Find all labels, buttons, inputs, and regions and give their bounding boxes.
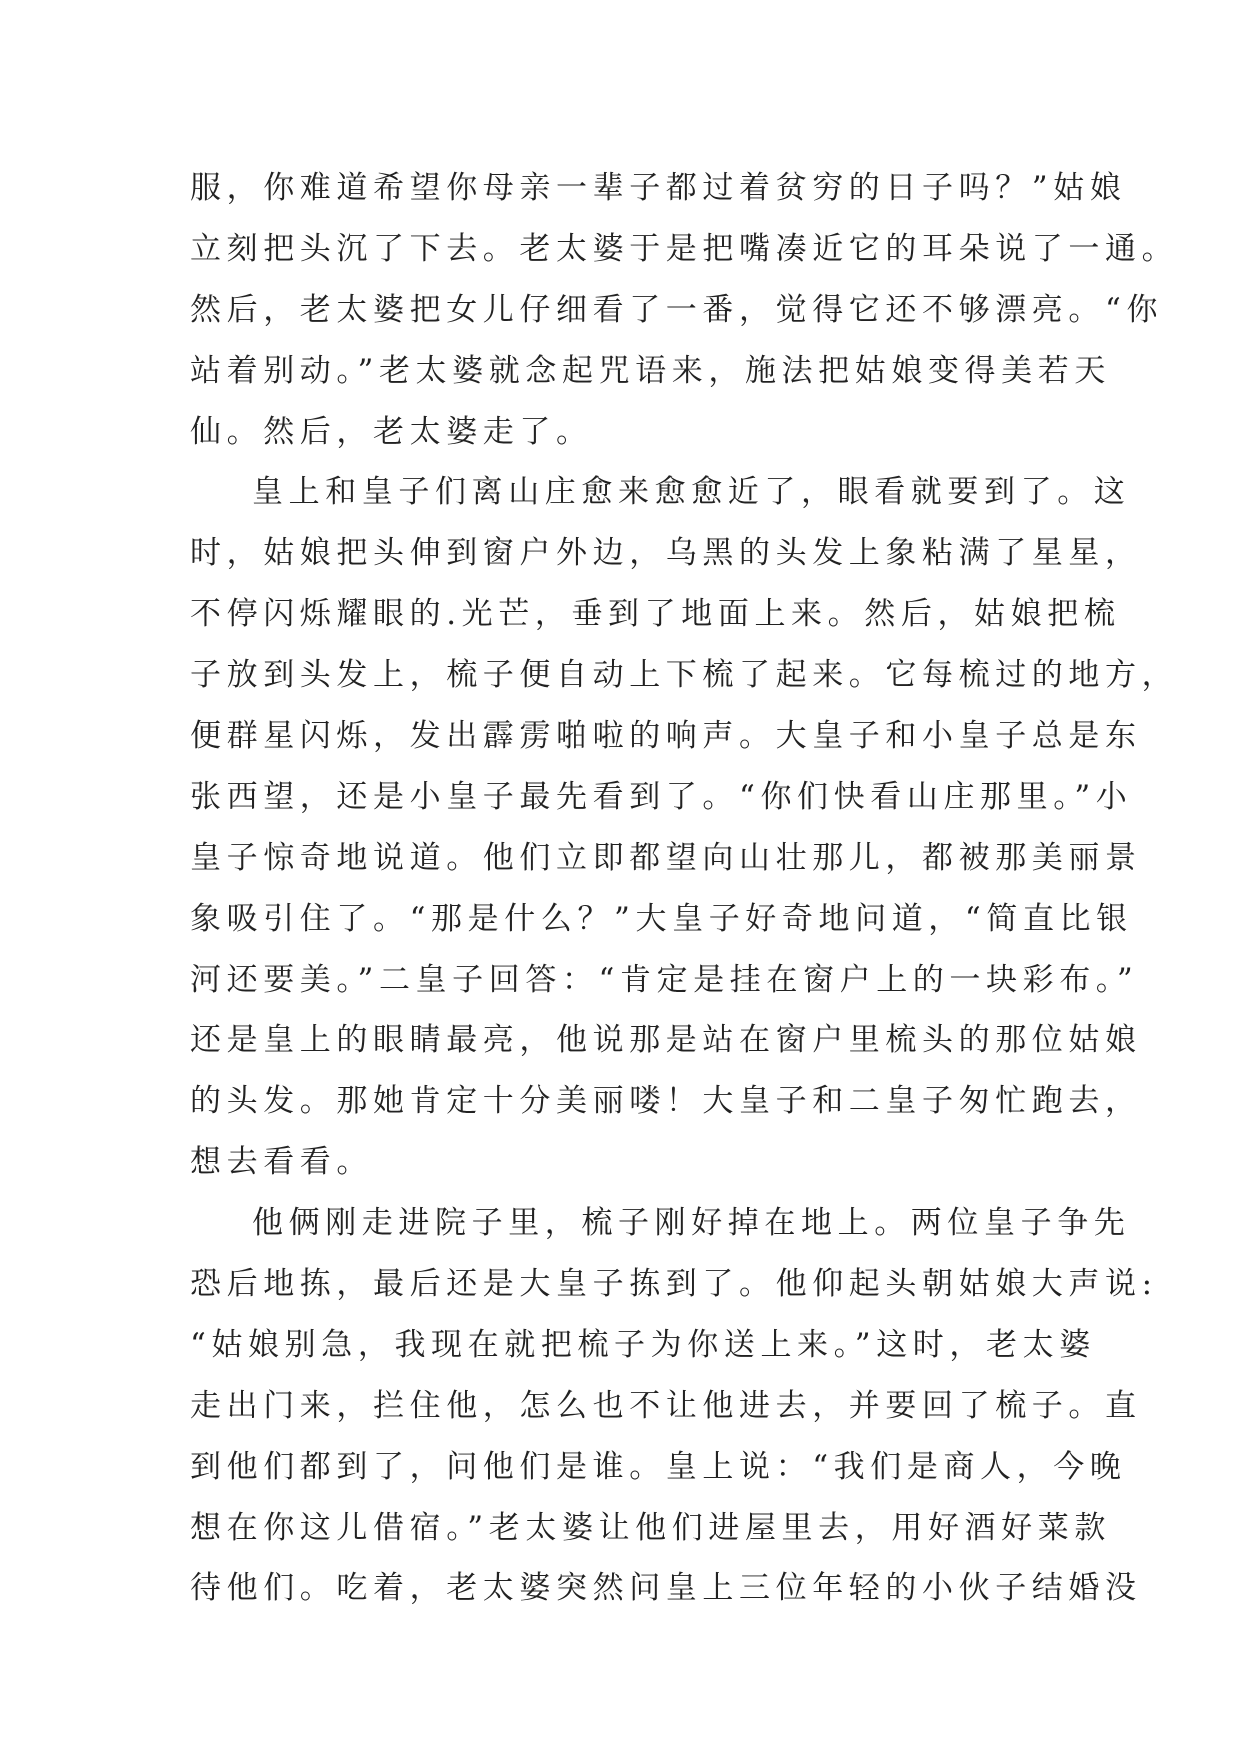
story-text (190, 158, 1179, 1619)
text-line: 走出门来，拦住他，怎么也不让他进去，并要回了梳子。直 (190, 1387, 1142, 1424)
text-line: 想去看看。 (190, 1144, 373, 1181)
text-line: 他俩刚走进院子里，梳子刚好掉在地上。两位皇子争先 (252, 1205, 1131, 1242)
text-line: 河还要美。”二皇子回答：“肯定是挂在窗户上的一块彩布。” (190, 961, 1139, 998)
text-line: 服，你难道希望你母亲一辈子都过着贫穷的日子吗？”姑娘 (190, 170, 1127, 206)
text-line: 不停闪烁耀眼的.光芒，垂到了地面上来。然后，姑娘把梳 (190, 596, 1121, 633)
text-line: 立刻把头沉了下去。老太婆于是把嘴凑近它的耳朵说了一通。 (190, 230, 1179, 267)
text-line: 到他们都到了，问他们是谁。皇上说：“我们是商人，今晚 (190, 1448, 1127, 1485)
text-line: 待他们。吃着，老太婆突然问皇上三位年轻的小伙子结婚没 (190, 1570, 1142, 1607)
text-line: 还是皇上的眼睛最亮，他说那是站在窗户里梳头的那位姑娘 (190, 1022, 1142, 1059)
text-line: 皇子惊奇地说道。他们立即都望向山壮那儿，都被那美丽景 (190, 839, 1142, 876)
text-line: 然后，老太婆把女儿仔细看了一番，觉得它还不够漂亮。“你 (190, 291, 1164, 328)
text-line: 张西望，还是小皇子最先看到了。“你们快看山庄那里。”小 (190, 778, 1133, 815)
text-line: 想在你这儿借宿。”老太婆让他们进屋里去，用好酒好菜款 (190, 1509, 1111, 1546)
text-line: 便群星闪烁，发出霹雳啪啦的响声。大皇子和小皇子总是东 (190, 718, 1142, 755)
text-line: 子放到头发上，梳子便自动上下梳了起来。它每梳过的地方， (190, 657, 1179, 694)
text-line: 象吸引住了。“那是什么？”大皇子好奇地问道，“简直比银 (190, 900, 1133, 937)
text-line: “姑娘别急，我现在就把梳子为你送上来。”这时，老太婆 (190, 1326, 1096, 1363)
text-line: 皇上和皇子们离山庄愈来愈愈近了，眼看就要到了。这 (252, 474, 1131, 511)
text-line: 时，姑娘把头伸到窗户外边，乌黑的头发上象粘满了星星， (190, 535, 1142, 572)
text-line: 的头发。那她肯定十分美丽喽！大皇子和二皇子匆忙跑去， (190, 1083, 1142, 1120)
text-line: 仙。然后，老太婆走了。 (190, 413, 593, 450)
text-line: 恐后地拣，最后还是大皇子拣到了。他仰起头朝姑娘大声说: (190, 1266, 1158, 1303)
text-line: 站着别动。”老太婆就念起咒语来，施法把姑娘变得美若天 (190, 352, 1111, 389)
